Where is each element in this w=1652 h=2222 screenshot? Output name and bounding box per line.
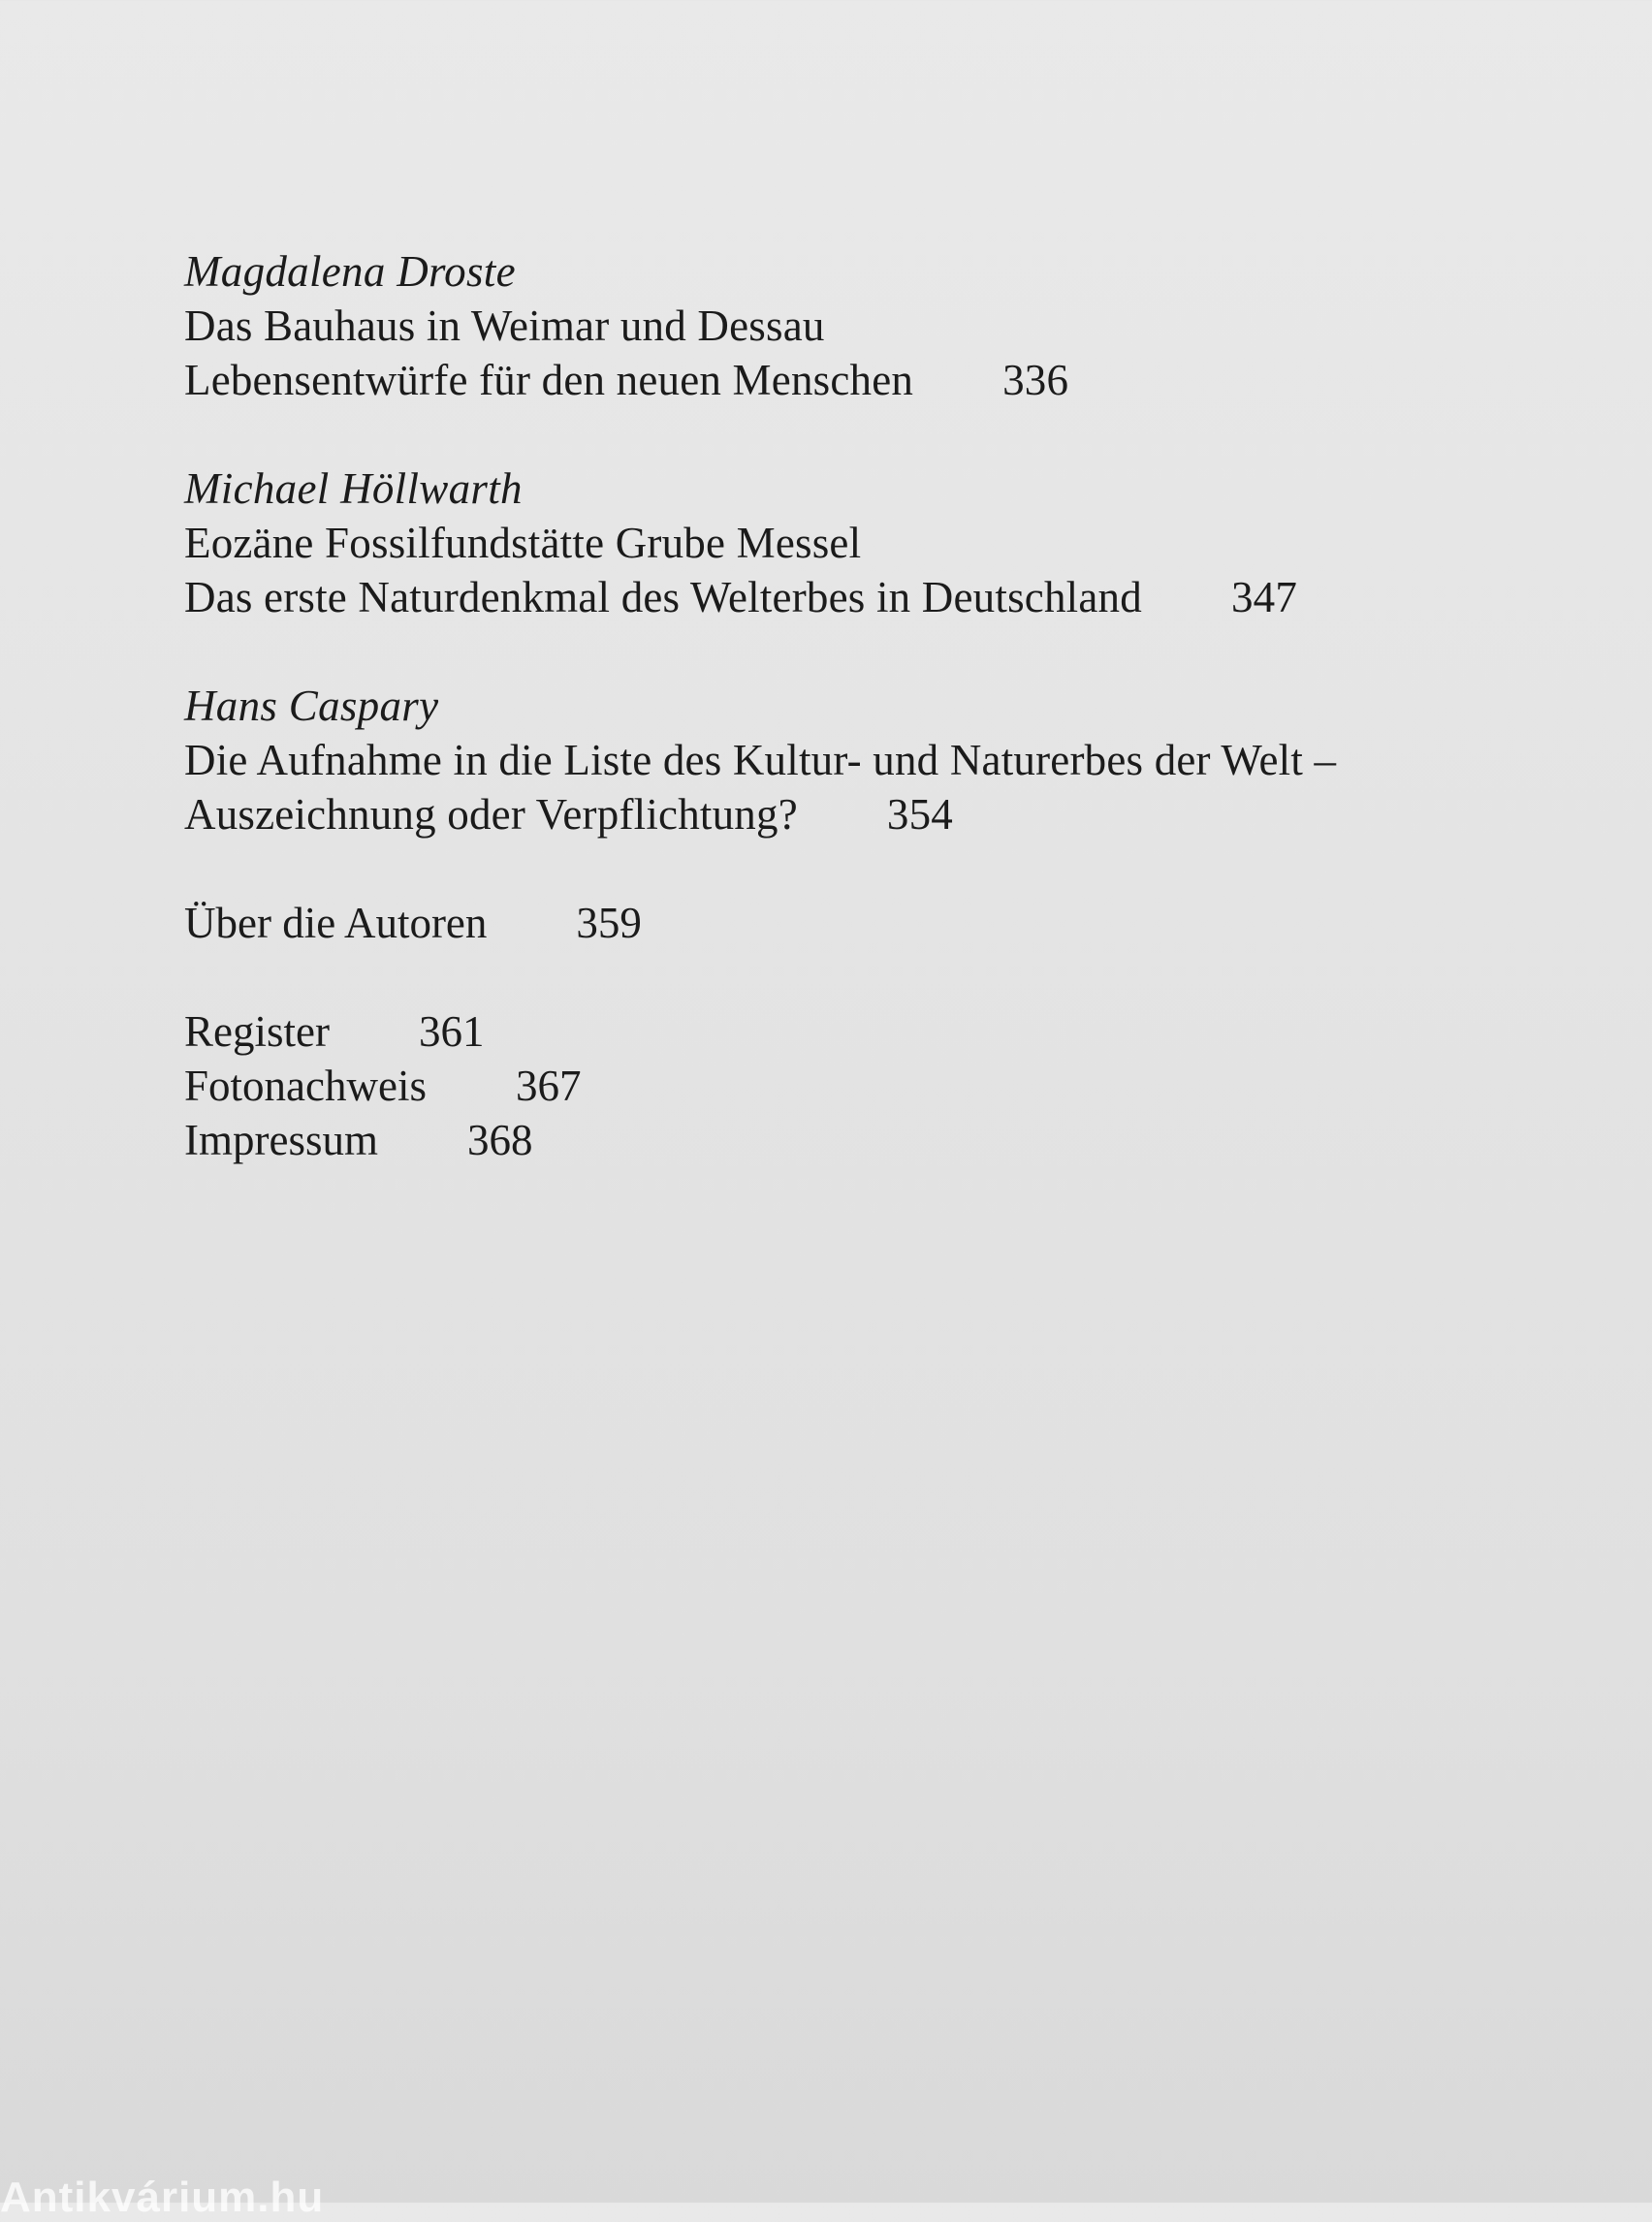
entry-subtitle: Lebensentwürfe für den neuen Menschen bbox=[184, 356, 914, 404]
entry-page-number: 354 bbox=[886, 790, 953, 839]
entry-page-number: 347 bbox=[1230, 573, 1298, 621]
back-matter-item bbox=[184, 1004, 1561, 1059]
entry-author: Michael Höllwarth bbox=[184, 464, 523, 513]
about-authors-label: Über die Autoren bbox=[184, 899, 488, 947]
entry-title-line: Das Bauhaus in Weimar und Dessau bbox=[184, 302, 825, 350]
back-matter-item bbox=[184, 1059, 1561, 1113]
register-page: 361 bbox=[418, 1007, 485, 1056]
imprint-label: Impressum bbox=[184, 1116, 378, 1164]
watermark: Antikvárium.hu bbox=[0, 2174, 325, 2221]
entry-page-number: 336 bbox=[1002, 356, 1069, 404]
entry-author: Hans Caspary bbox=[184, 682, 439, 730]
toc-entry bbox=[184, 244, 1561, 407]
entry-title-line bbox=[184, 787, 1561, 841]
photo-credits-page: 367 bbox=[515, 1062, 582, 1110]
table-of-contents bbox=[184, 244, 1561, 1167]
entry-title-line bbox=[184, 353, 1561, 407]
entry-title-line: Eozäne Fossilfundstätte Grube Messel bbox=[184, 519, 862, 567]
back-matter-item bbox=[184, 1113, 1561, 1167]
entry-author: Magdalena Droste bbox=[184, 247, 516, 296]
entry-subtitle: Das erste Naturdenkmal des Welterbes in Deutschland bbox=[184, 573, 1142, 621]
entry-title-line bbox=[184, 570, 1561, 624]
toc-entry bbox=[184, 679, 1561, 841]
toc-entry bbox=[184, 461, 1561, 624]
entry-title-line: Die Aufnahme in die Liste des Kultur- und Naturerbes der Welt – bbox=[184, 736, 1337, 784]
back-matter-list bbox=[184, 1004, 1561, 1167]
toc-entry-about bbox=[184, 896, 1561, 950]
register-label: Register bbox=[184, 1007, 330, 1056]
imprint-page: 368 bbox=[466, 1116, 533, 1164]
about-authors-page: 359 bbox=[576, 899, 642, 947]
entry-subtitle: Auszeichnung oder Verpflichtung? bbox=[184, 790, 798, 839]
photo-credits-label: Fotonachweis bbox=[184, 1062, 427, 1110]
